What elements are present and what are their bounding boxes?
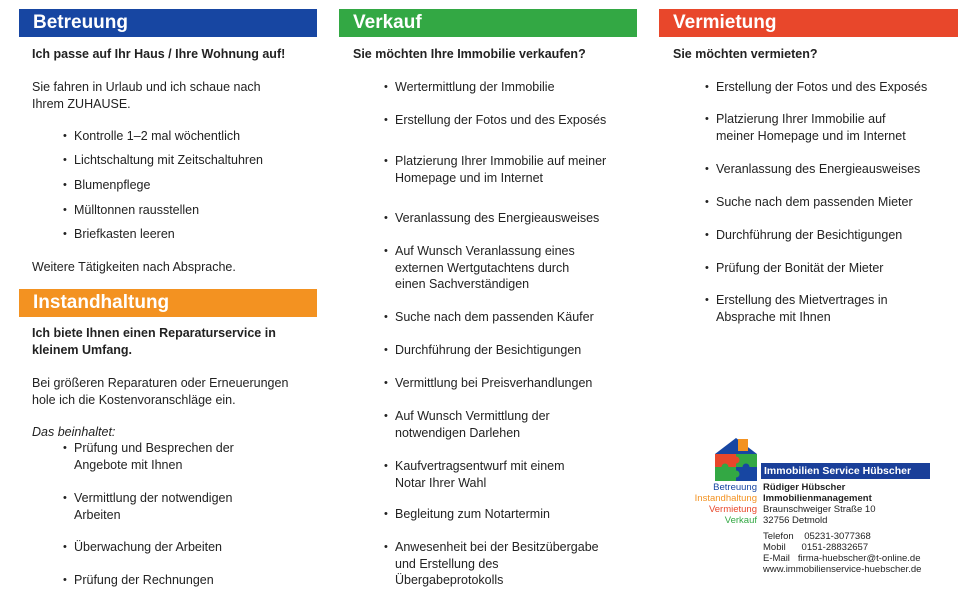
logo-label-instandhaltung: Instandhaltung — [694, 493, 757, 504]
vermietung-item: • Erstellung des Mietvertrages in Absprache mit Ihnen — [716, 292, 916, 325]
house-puzzle-logo-icon — [713, 436, 759, 482]
betreuung-item: • Blumenpflege — [74, 177, 314, 194]
verkauf-item: • Durchführung der Besichtigungen — [395, 342, 625, 359]
vermietung-intro: Sie möchten vermieten? — [673, 47, 818, 61]
verkauf-header: Verkauf — [339, 9, 637, 37]
betreuung-item: • Lichtschaltung mit Zeitschaltuhren — [74, 152, 314, 169]
verkauf-item: • Kaufvertragsentwurf mit einem Notar Ihrer Wahl — [395, 458, 585, 491]
instandhaltung-subhead: Das beinhaltet: — [32, 425, 116, 439]
company-telefon: Telefon 05231-3077368 — [763, 531, 871, 542]
company-person: Rüdiger Hübscher — [763, 482, 846, 493]
vermietung-item: • Veranlassung des Energieausweises — [716, 161, 956, 178]
vermietung-item: • Suche nach dem passenden Mieter — [716, 194, 956, 211]
betreuung-text: Sie fahren in Urlaub und ich schaue nach Ihrem ZUHAUSE. — [32, 80, 261, 111]
instandhaltung-text: Bei größeren Reparaturen oder Erneuerungen hole ich die Kostenvoranschläge ein. — [32, 376, 289, 407]
instandhaltung-item: • Prüfung der Rechnungen — [74, 572, 294, 589]
instandhaltung-header: Instandhaltung — [19, 289, 317, 317]
verkauf-item: • Veranlassung des Energieausweises — [395, 210, 625, 227]
verkauf-item: • Begleitung zum Notartermin — [395, 506, 625, 523]
verkauf-item: • Anwesenheit bei der Besitzübergabe und Erstellung des Übergabeprotokolls — [395, 539, 610, 589]
verkauf-item: • Vermittlung bei Preisverhandlungen — [395, 375, 625, 392]
company-city: 32756 Detmold — [763, 515, 828, 526]
betreuung-header: Betreuung — [19, 9, 317, 37]
vermietung-item: • Durchführung der Besichtigungen — [716, 227, 956, 244]
vermietung-item: • Prüfung der Bonität der Mieter — [716, 260, 956, 277]
verkauf-intro: Sie möchten Ihre Immobilie verkaufen? — [353, 47, 586, 61]
betreuung-item: • Mülltonnen rausstellen — [74, 202, 314, 219]
instandhaltung-intro: Ich biete Ihnen einen Reparaturservice in kleinem Umfang. — [32, 326, 276, 357]
verkauf-item: • Platzierung Ihrer Immobilie auf meiner Homepage und im Internet — [395, 153, 610, 186]
verkauf-item: • Auf Wunsch Vermittlung der notwendigen Darlehen — [395, 408, 575, 441]
verkauf-item: • Auf Wunsch Veranlassung eines externen Wertgutachtens durch einen Sachverständigen — [395, 243, 595, 293]
company-name-bar: Immobilien Service Hübscher — [761, 463, 930, 479]
logo-label-vermietung: Vermietung — [708, 504, 757, 515]
company-street: Braunschweiger Straße 10 — [763, 504, 876, 515]
betreuung-intro: Ich passe auf Ihr Haus / Ihre Wohnung auf! — [32, 47, 286, 61]
verkauf-item: • Wertermittlung der Immobilie — [395, 79, 610, 96]
logo-label-verkauf: Verkauf — [724, 515, 757, 526]
company-website[interactable]: www.immobilienservice-huebscher.de — [763, 564, 922, 575]
instandhaltung-item: • Prüfung und Besprechen der Angebote mit Ihnen — [74, 440, 264, 473]
vermietung-item: • Platzierung Ihrer Immobilie auf meiner Homepage und im Internet — [716, 111, 926, 144]
betreuung-footer: Weitere Tätigkeiten nach Absprache. — [32, 260, 236, 274]
betreuung-item: • Kontrolle 1–2 mal wöchentlich — [74, 128, 314, 145]
instandhaltung-item: • Überwachung der Arbeiten — [74, 539, 294, 556]
verkauf-item: • Erstellung der Fotos und des Exposés — [395, 112, 625, 129]
company-email[interactable]: E-Mail firma-huebscher@t-online.de — [763, 553, 921, 564]
betreuung-item: • Briefkasten leeren — [74, 226, 314, 243]
vermietung-item: • Erstellung der Fotos und des Exposés — [716, 79, 956, 96]
verkauf-item: • Suche nach dem passenden Käufer — [395, 309, 625, 326]
vermietung-header: Vermietung — [659, 9, 958, 37]
instandhaltung-item: • Vermittlung der notwendigen Arbeiten — [74, 490, 264, 523]
logo-label-betreuung: Betreuung — [713, 482, 757, 493]
company-role: Immobilienmanagement — [763, 493, 872, 504]
company-mobil: Mobil 0151-28832657 — [763, 542, 869, 553]
